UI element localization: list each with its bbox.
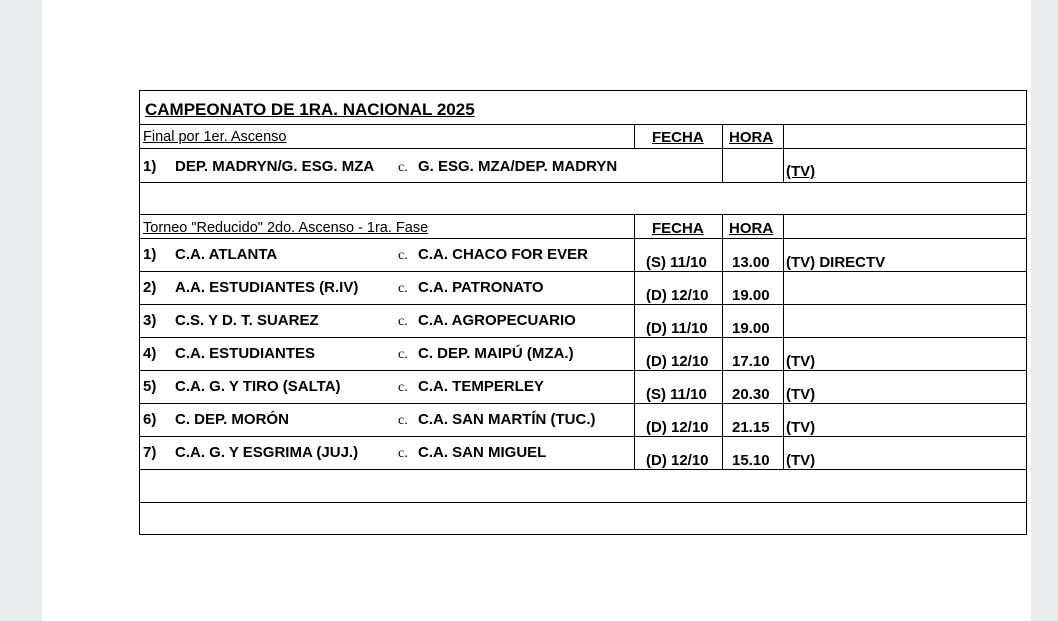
match-number: 1) bbox=[143, 246, 157, 263]
match-row bbox=[140, 404, 1026, 437]
home-team: C.A. G. Y ESGRIMA (JUJ.) bbox=[175, 444, 359, 461]
title-row bbox=[140, 91, 1026, 125]
match-row bbox=[140, 437, 1026, 470]
match-time: 19.00 bbox=[732, 320, 770, 337]
match-date: (D) 12/10 bbox=[646, 287, 709, 304]
home-team: C.A. G. Y TIRO (SALTA) bbox=[175, 378, 341, 395]
away-team: C.A. PATRONATO bbox=[418, 279, 544, 296]
versus-mark: c. bbox=[398, 281, 408, 296]
blank-row bbox=[140, 503, 1026, 534]
match-date: (D) 11/10 bbox=[646, 320, 708, 337]
match-time: 19.00 bbox=[732, 287, 770, 304]
home-team: C.S. Y D. T. SUAREZ bbox=[175, 312, 319, 329]
match-number: 5) bbox=[143, 378, 157, 395]
home-team: A.A. ESTUDIANTES (R.IV) bbox=[175, 279, 359, 296]
match-time: 17.10 bbox=[732, 353, 770, 370]
home-team: C.A. ESTUDIANTES bbox=[175, 345, 316, 362]
versus-mark: c. bbox=[398, 413, 408, 428]
match-date: (S) 11/10 bbox=[646, 254, 707, 271]
away-team: C. DEP. MAIPÚ (MZA.) bbox=[418, 345, 574, 362]
home-team: C.A. ATLANTA bbox=[175, 246, 278, 263]
tv-broadcast: (TV) bbox=[786, 452, 816, 469]
fixture-table bbox=[139, 90, 1027, 535]
reducido-header-row bbox=[140, 215, 1026, 239]
hora-header: HORA bbox=[729, 129, 774, 146]
home-team: C. DEP. MORÓN bbox=[175, 411, 289, 428]
away-team: C.A. CHACO FOR EVER bbox=[418, 246, 589, 263]
match-date: (D) 12/10 bbox=[646, 353, 709, 370]
fecha-header: FECHA bbox=[652, 220, 704, 237]
match-number: 6) bbox=[143, 411, 157, 428]
match-time: 13.00 bbox=[732, 254, 770, 271]
match-row bbox=[140, 239, 1026, 272]
versus-mark: c. bbox=[398, 248, 408, 263]
tv-broadcast: (TV) bbox=[786, 353, 816, 370]
final-header-row bbox=[140, 125, 1026, 149]
away-team: C.A. TEMPERLEY bbox=[418, 378, 544, 395]
match-date: (S) 11/10 bbox=[646, 386, 707, 403]
match-number: 4) bbox=[143, 345, 157, 362]
match-time: 20.30 bbox=[732, 386, 770, 403]
versus-mark: c. bbox=[398, 160, 408, 175]
blank-row bbox=[140, 183, 1026, 215]
match-row bbox=[140, 305, 1026, 338]
tv-broadcast: (TV) bbox=[786, 419, 816, 436]
home-team: DEP. MADRYN/G. ESG. MZA bbox=[175, 158, 375, 175]
match-time: 15.10 bbox=[732, 452, 770, 469]
final-heading: Final por 1er. Ascenso bbox=[143, 129, 287, 145]
page-title: CAMPEONATO DE 1RA. NACIONAL 2025 bbox=[145, 100, 475, 119]
match-date: (D) 12/10 bbox=[646, 419, 709, 436]
document-page bbox=[42, 0, 1031, 621]
tv-broadcast: (TV) bbox=[786, 163, 816, 180]
match-time: 21.15 bbox=[732, 419, 770, 436]
away-team: C.A. AGROPECUARIO bbox=[418, 312, 576, 329]
final-match-row bbox=[140, 149, 1026, 183]
reducido-heading: Torneo "Reducido" 2do. Ascenso - 1ra. Fase bbox=[143, 220, 429, 236]
fecha-header: FECHA bbox=[652, 129, 704, 146]
match-row bbox=[140, 272, 1026, 305]
away-team: C.A. SAN MIGUEL bbox=[418, 444, 547, 461]
versus-mark: c. bbox=[398, 446, 408, 461]
match-row bbox=[140, 371, 1026, 404]
hora-header: HORA bbox=[729, 220, 774, 237]
away-team: G. ESG. MZA/DEP. MADRYN bbox=[418, 158, 618, 175]
versus-mark: c. bbox=[398, 380, 408, 395]
versus-mark: c. bbox=[398, 347, 408, 362]
match-row bbox=[140, 338, 1026, 371]
match-number: 3) bbox=[143, 312, 157, 329]
match-date: (D) 12/10 bbox=[646, 452, 709, 469]
match-number: 2) bbox=[143, 279, 157, 296]
versus-mark: c. bbox=[398, 314, 408, 329]
blank-row bbox=[140, 470, 1026, 503]
away-team: C.A. SAN MARTÍN (TUC.) bbox=[418, 411, 596, 428]
match-number: 7) bbox=[143, 444, 157, 461]
tv-broadcast: (TV) bbox=[786, 386, 816, 403]
tv-broadcast: (TV) DIRECTV bbox=[786, 254, 886, 271]
match-number: 1) bbox=[143, 158, 157, 175]
